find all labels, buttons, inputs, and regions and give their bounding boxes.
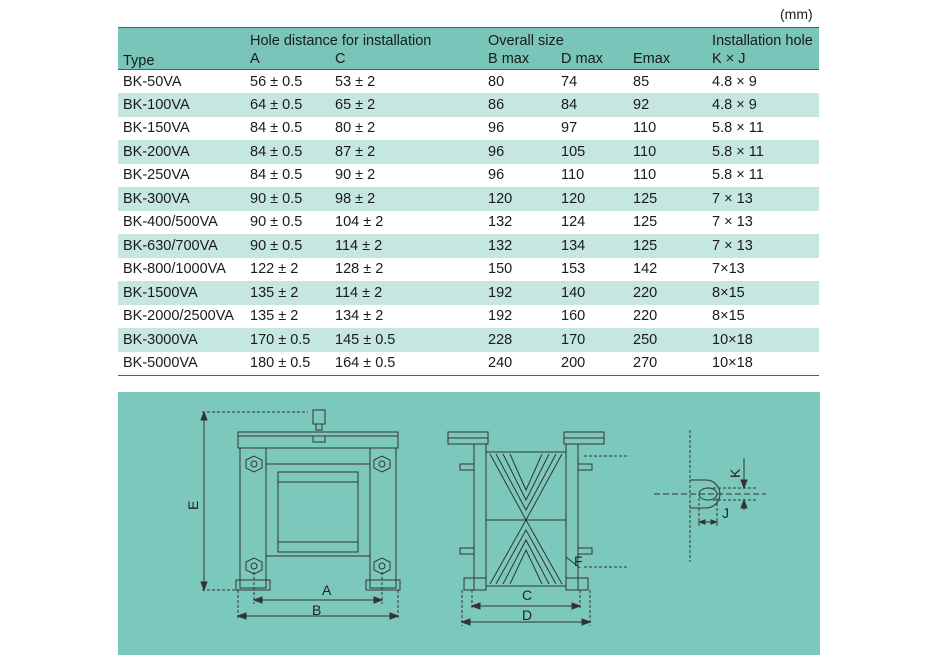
cell-kj: 4.8 × 9 xyxy=(707,93,819,117)
cell-e: 110 xyxy=(633,120,657,137)
cell-e: 220 xyxy=(628,281,707,305)
header-type: Type xyxy=(123,53,155,69)
cell-e: 220 xyxy=(633,308,658,325)
cell-d: 110 xyxy=(561,167,585,184)
cell-b: 150 xyxy=(488,261,513,278)
label-c: C xyxy=(522,587,533,603)
cell-b: 192 xyxy=(483,281,556,305)
cell-b: 80 xyxy=(488,73,505,90)
spec-table xyxy=(118,27,819,376)
cell-a: 84 ± 0.5 xyxy=(250,167,303,184)
cell-c: 114 ± 2 xyxy=(330,281,483,305)
cell-c: 134 ± 2 xyxy=(335,308,384,325)
cell-a: 180 ± 0.5 xyxy=(250,355,311,371)
cell-d: 124 xyxy=(561,214,586,231)
cell-d: 134 xyxy=(556,234,628,258)
header-col-c: C xyxy=(335,50,346,67)
cell-c: 80 ± 2 xyxy=(335,120,376,137)
cell-d: 200 xyxy=(561,355,586,371)
cell-a: 56 ± 0.5 xyxy=(250,73,303,90)
cell-kj: 7 × 13 xyxy=(707,187,819,211)
label-e: E xyxy=(185,500,201,510)
cell-type: BK-5000VA xyxy=(123,355,198,371)
cell-e: 85 xyxy=(633,73,650,90)
cell-kj: 7 × 13 xyxy=(712,214,753,231)
cell-a: 170 ± 0.5 xyxy=(245,328,330,352)
cell-c: 164 ± 0.5 xyxy=(335,355,396,371)
cell-b: 192 xyxy=(488,308,513,325)
cell-d: 97 xyxy=(561,120,578,137)
header-installation-hole: Installation hole xyxy=(712,32,813,49)
cell-b: 96 xyxy=(488,120,505,137)
cell-e: 92 xyxy=(628,93,707,117)
header-row-group xyxy=(118,28,819,49)
table-row xyxy=(118,211,819,235)
unit-label: (mm) xyxy=(780,6,813,22)
cell-c: 104 ± 2 xyxy=(335,214,384,231)
label-k: K xyxy=(727,468,743,478)
cell-b: 120 xyxy=(483,187,556,211)
cell-a: 135 ± 2 xyxy=(245,281,330,305)
table-row xyxy=(118,352,819,376)
cell-type: BK-630/700VA xyxy=(118,234,245,258)
cell-c: 145 ± 0.5 xyxy=(330,328,483,352)
table-row xyxy=(118,164,819,188)
table-row xyxy=(118,305,819,329)
cell-d: 153 xyxy=(561,261,586,278)
cell-e: 125 xyxy=(628,234,707,258)
header-col-e: Emax xyxy=(633,50,671,67)
cell-c: 53 ± 2 xyxy=(335,73,376,90)
cell-kj: 5.8 × 11 xyxy=(712,167,764,184)
table-row xyxy=(118,140,819,164)
header-overall-size: Overall size xyxy=(488,32,564,49)
cell-type: BK-800/1000VA xyxy=(123,261,226,278)
cell-kj: 5.8 × 11 xyxy=(712,120,764,137)
cell-b: 96 xyxy=(488,167,505,184)
header-col-b: B max xyxy=(488,50,530,67)
table-row xyxy=(118,187,819,211)
cell-c: 87 ± 2 xyxy=(330,140,483,164)
side-view xyxy=(448,432,628,626)
cell-a: 122 ± 2 xyxy=(250,261,299,278)
table-row xyxy=(118,117,819,141)
cell-type: BK-250VA xyxy=(123,167,190,184)
table-row xyxy=(118,234,819,258)
cell-c: 90 ± 2 xyxy=(335,167,376,184)
cell-type: BK-200VA xyxy=(118,140,245,164)
cell-type: BK-50VA xyxy=(123,73,182,90)
cell-a: 90 ± 0.5 xyxy=(250,214,303,231)
cell-b: 240 xyxy=(488,355,513,371)
cell-e: 125 xyxy=(633,214,658,231)
cell-a: 135 ± 2 xyxy=(250,308,299,325)
cell-b: 86 xyxy=(483,93,556,117)
cell-e: 125 xyxy=(628,187,707,211)
table-row xyxy=(118,281,819,305)
cell-d: 84 xyxy=(556,93,628,117)
cell-a: 90 ± 0.5 xyxy=(245,187,330,211)
label-a: A xyxy=(322,582,332,598)
cell-type: BK-400/500VA xyxy=(123,214,218,231)
dimension-diagram xyxy=(118,392,820,655)
header-col-d: D max xyxy=(561,50,603,67)
table-row xyxy=(118,93,819,117)
cell-e: 270 xyxy=(633,355,658,371)
label-j: J xyxy=(722,505,729,521)
cell-type: BK-3000VA xyxy=(118,328,245,352)
cell-e: 142 xyxy=(633,261,658,278)
hole-detail xyxy=(654,430,766,562)
cell-a: 84 ± 0.5 xyxy=(250,120,303,137)
cell-d: 140 xyxy=(556,281,628,305)
cell-kj: 8×15 xyxy=(712,308,745,325)
cell-type: BK-1500VA xyxy=(118,281,245,305)
cell-a: 90 ± 0.5 xyxy=(245,234,330,258)
cell-type: BK-300VA xyxy=(118,187,245,211)
label-b: B xyxy=(312,602,322,618)
cell-type: BK-100VA xyxy=(118,93,245,117)
cell-d: 160 xyxy=(561,308,586,325)
cell-kj: 5.8 × 11 xyxy=(707,140,819,164)
cell-type: BK-150VA xyxy=(123,120,190,137)
cell-kj: 8×15 xyxy=(707,281,819,305)
cell-b: 228 xyxy=(483,328,556,352)
cell-e: 110 xyxy=(628,140,707,164)
cell-kj: 4.8 × 9 xyxy=(712,73,757,90)
cell-c: 98 ± 2 xyxy=(330,187,483,211)
label-d: D xyxy=(522,607,533,623)
cell-c: 65 ± 2 xyxy=(330,93,483,117)
cell-d: 170 xyxy=(556,328,628,352)
cell-kj: 10×18 xyxy=(712,355,753,371)
cell-a: 64 ± 0.5 xyxy=(245,93,330,117)
header-col-a: A xyxy=(250,50,260,67)
cell-d: 74 xyxy=(561,73,578,90)
front-view xyxy=(201,410,400,620)
table-row xyxy=(118,70,819,94)
header-col-kj: K × J xyxy=(712,50,746,67)
label-f: F xyxy=(574,553,583,569)
cell-e: 110 xyxy=(633,167,657,184)
cell-b: 132 xyxy=(483,234,556,258)
cell-b: 96 xyxy=(483,140,556,164)
cell-kj: 7×13 xyxy=(712,261,745,278)
cell-b: 132 xyxy=(488,214,513,231)
table-row xyxy=(118,328,819,352)
cell-c: 128 ± 2 xyxy=(335,261,384,278)
cell-a: 84 ± 0.5 xyxy=(245,140,330,164)
cell-type: BK-2000/2500VA xyxy=(123,308,234,325)
table-row xyxy=(118,258,819,282)
cell-kj: 10×18 xyxy=(707,328,819,352)
cell-c: 114 ± 2 xyxy=(330,234,483,258)
cell-e: 250 xyxy=(628,328,707,352)
cell-kj: 7 × 13 xyxy=(707,234,819,258)
diagram-svg xyxy=(118,392,820,655)
header-hole-distance: Hole distance for installation xyxy=(250,32,432,49)
cell-d: 105 xyxy=(556,140,628,164)
cell-d: 120 xyxy=(556,187,628,211)
